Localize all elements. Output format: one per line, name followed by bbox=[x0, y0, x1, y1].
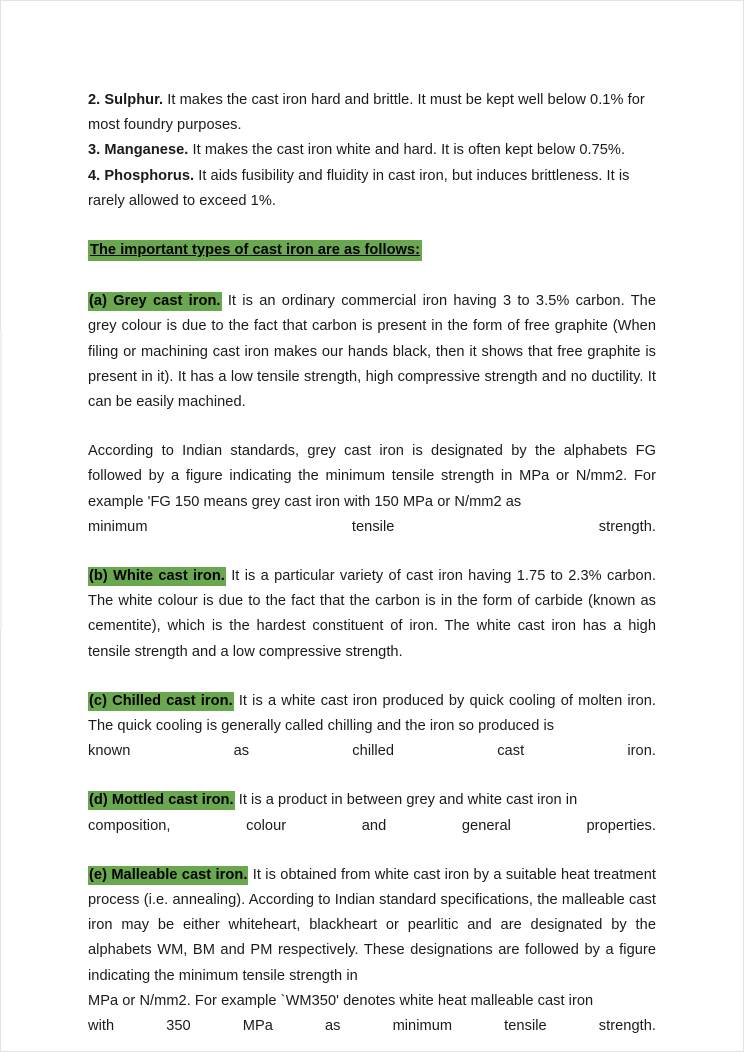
malleable-continuation: MPa or N/mm2. For example `WM350' denotes white heat malleable cast iron bbox=[88, 992, 594, 1009]
manganese-label: 3. Manganese. bbox=[88, 142, 189, 159]
chilled-cast-iron-label: (c) Chilled cast iron. bbox=[89, 692, 233, 709]
paragraph-grey-standard-lastline bbox=[88, 515, 656, 540]
paragraph-malleable-continuation bbox=[88, 989, 656, 1014]
malleable-cast-iron-body: It is obtained from white cast iron by a suitable heat treatment process (i.e. annealing). According to Indian standard specifications, the malleable cast iron may be either whiteheart, blackheart or pearlitic and are designated by the alphabets WM, BM and PM respectively. These designations are followed by a figure indicating the minimum tensile strength in bbox=[88, 866, 656, 984]
chilled-cast-iron-body: It is a white cast iron produced by quick cooling of molten iron. The quick cooling is generally called chilling and the iron so produced is bbox=[88, 692, 657, 735]
paragraph-chilled-lastline bbox=[88, 739, 656, 764]
chilled-cast-iron-last-line: known as chilled cast iron. bbox=[88, 743, 656, 760]
sulphur-label: 2. Sulphur. bbox=[88, 92, 164, 108]
spacer bbox=[88, 764, 656, 788]
sulphur-body: It makes the cast iron hard and brittle. It must be kept well below 0.1% for most foundry purposes. bbox=[88, 92, 645, 134]
spacer bbox=[88, 540, 656, 564]
grey-cast-iron-body: It is an ordinary commercial iron having 3 to 3.5% carbon. The grey colour is due to the fact that carbon is present in the form of free graphite (When filing or machining cast iron makes our hands black, then it shows that free graphite is present in it). It has a low tensile strength, high compressive strength and no ductility. It can be easily machined. bbox=[88, 293, 656, 411]
paragraph-sulphur bbox=[88, 88, 656, 138]
paragraph-mottled-lastline bbox=[88, 814, 656, 839]
grey-cast-iron-label: (a) Grey cast iron. bbox=[89, 293, 221, 310]
spacer bbox=[88, 415, 656, 439]
paragraph-phosphorus bbox=[88, 164, 656, 214]
spacer bbox=[88, 214, 656, 238]
section-heading: The important types of cast iron are as follows: bbox=[88, 240, 422, 261]
paragraph-chilled-cast-iron bbox=[88, 689, 656, 739]
paragraph-mottled-cast-iron bbox=[88, 788, 656, 813]
mottled-cast-iron-label: (d) Mottled cast iron. bbox=[89, 792, 234, 809]
manganese-body: It makes the cast iron white and hard. It is often kept below 0.75%. bbox=[188, 142, 626, 159]
phosphorus-label: 4. Phosphorus. bbox=[88, 167, 195, 184]
paragraph-grey-cast-iron bbox=[88, 289, 656, 415]
grey-standard-last-line: minimum tensile strength. bbox=[88, 518, 656, 535]
spacer bbox=[88, 263, 656, 289]
malleable-cast-iron-label: (e) Malleable cast iron. bbox=[89, 866, 248, 883]
paragraph-white-cast-iron bbox=[88, 564, 656, 665]
page-edge-artifact bbox=[0, 330, 2, 630]
mottled-cast-iron-last-line: composition, colour and general properties. bbox=[88, 817, 656, 834]
paragraph-grey-standard bbox=[88, 439, 656, 515]
white-cast-iron-label: (b) White cast iron. bbox=[89, 568, 225, 585]
grey-standard-body: According to Indian standards, grey cast iron is designated by the alphabets FG followed by a figure indicating the minimum tensile strength in MPa or N/mm2. For example 'FG 150 means grey cast iron with 150 MPa or N/mm2 as bbox=[88, 443, 656, 510]
document-content bbox=[88, 88, 656, 1039]
paragraph-malleable-cast-iron bbox=[88, 863, 656, 989]
spacer bbox=[88, 665, 656, 689]
white-cast-iron-body: It is a particular variety of cast iron having 1.75 to 2.3% carbon. The white colour is due to the fact that the carbon is in the form of carbide (known as cementite), which is the hardest constituent of iron. The white cast iron has a high tensile strength and a low compressive strength. bbox=[88, 568, 656, 660]
malleable-last-line: with 350 MPa as minimum tensile strength. bbox=[88, 1018, 656, 1035]
paragraph-manganese bbox=[88, 138, 656, 163]
phosphorus-body: It aids fusibility and fluidity in cast iron, but induces brittleness. It is rarely allowed to exceed 1%. bbox=[88, 167, 630, 209]
paragraph-malleable-lastline bbox=[88, 1014, 656, 1039]
mottled-cast-iron-body: It is a product in between grey and white cast iron in bbox=[234, 792, 578, 809]
spacer bbox=[88, 839, 656, 863]
section-heading-row bbox=[88, 238, 656, 263]
